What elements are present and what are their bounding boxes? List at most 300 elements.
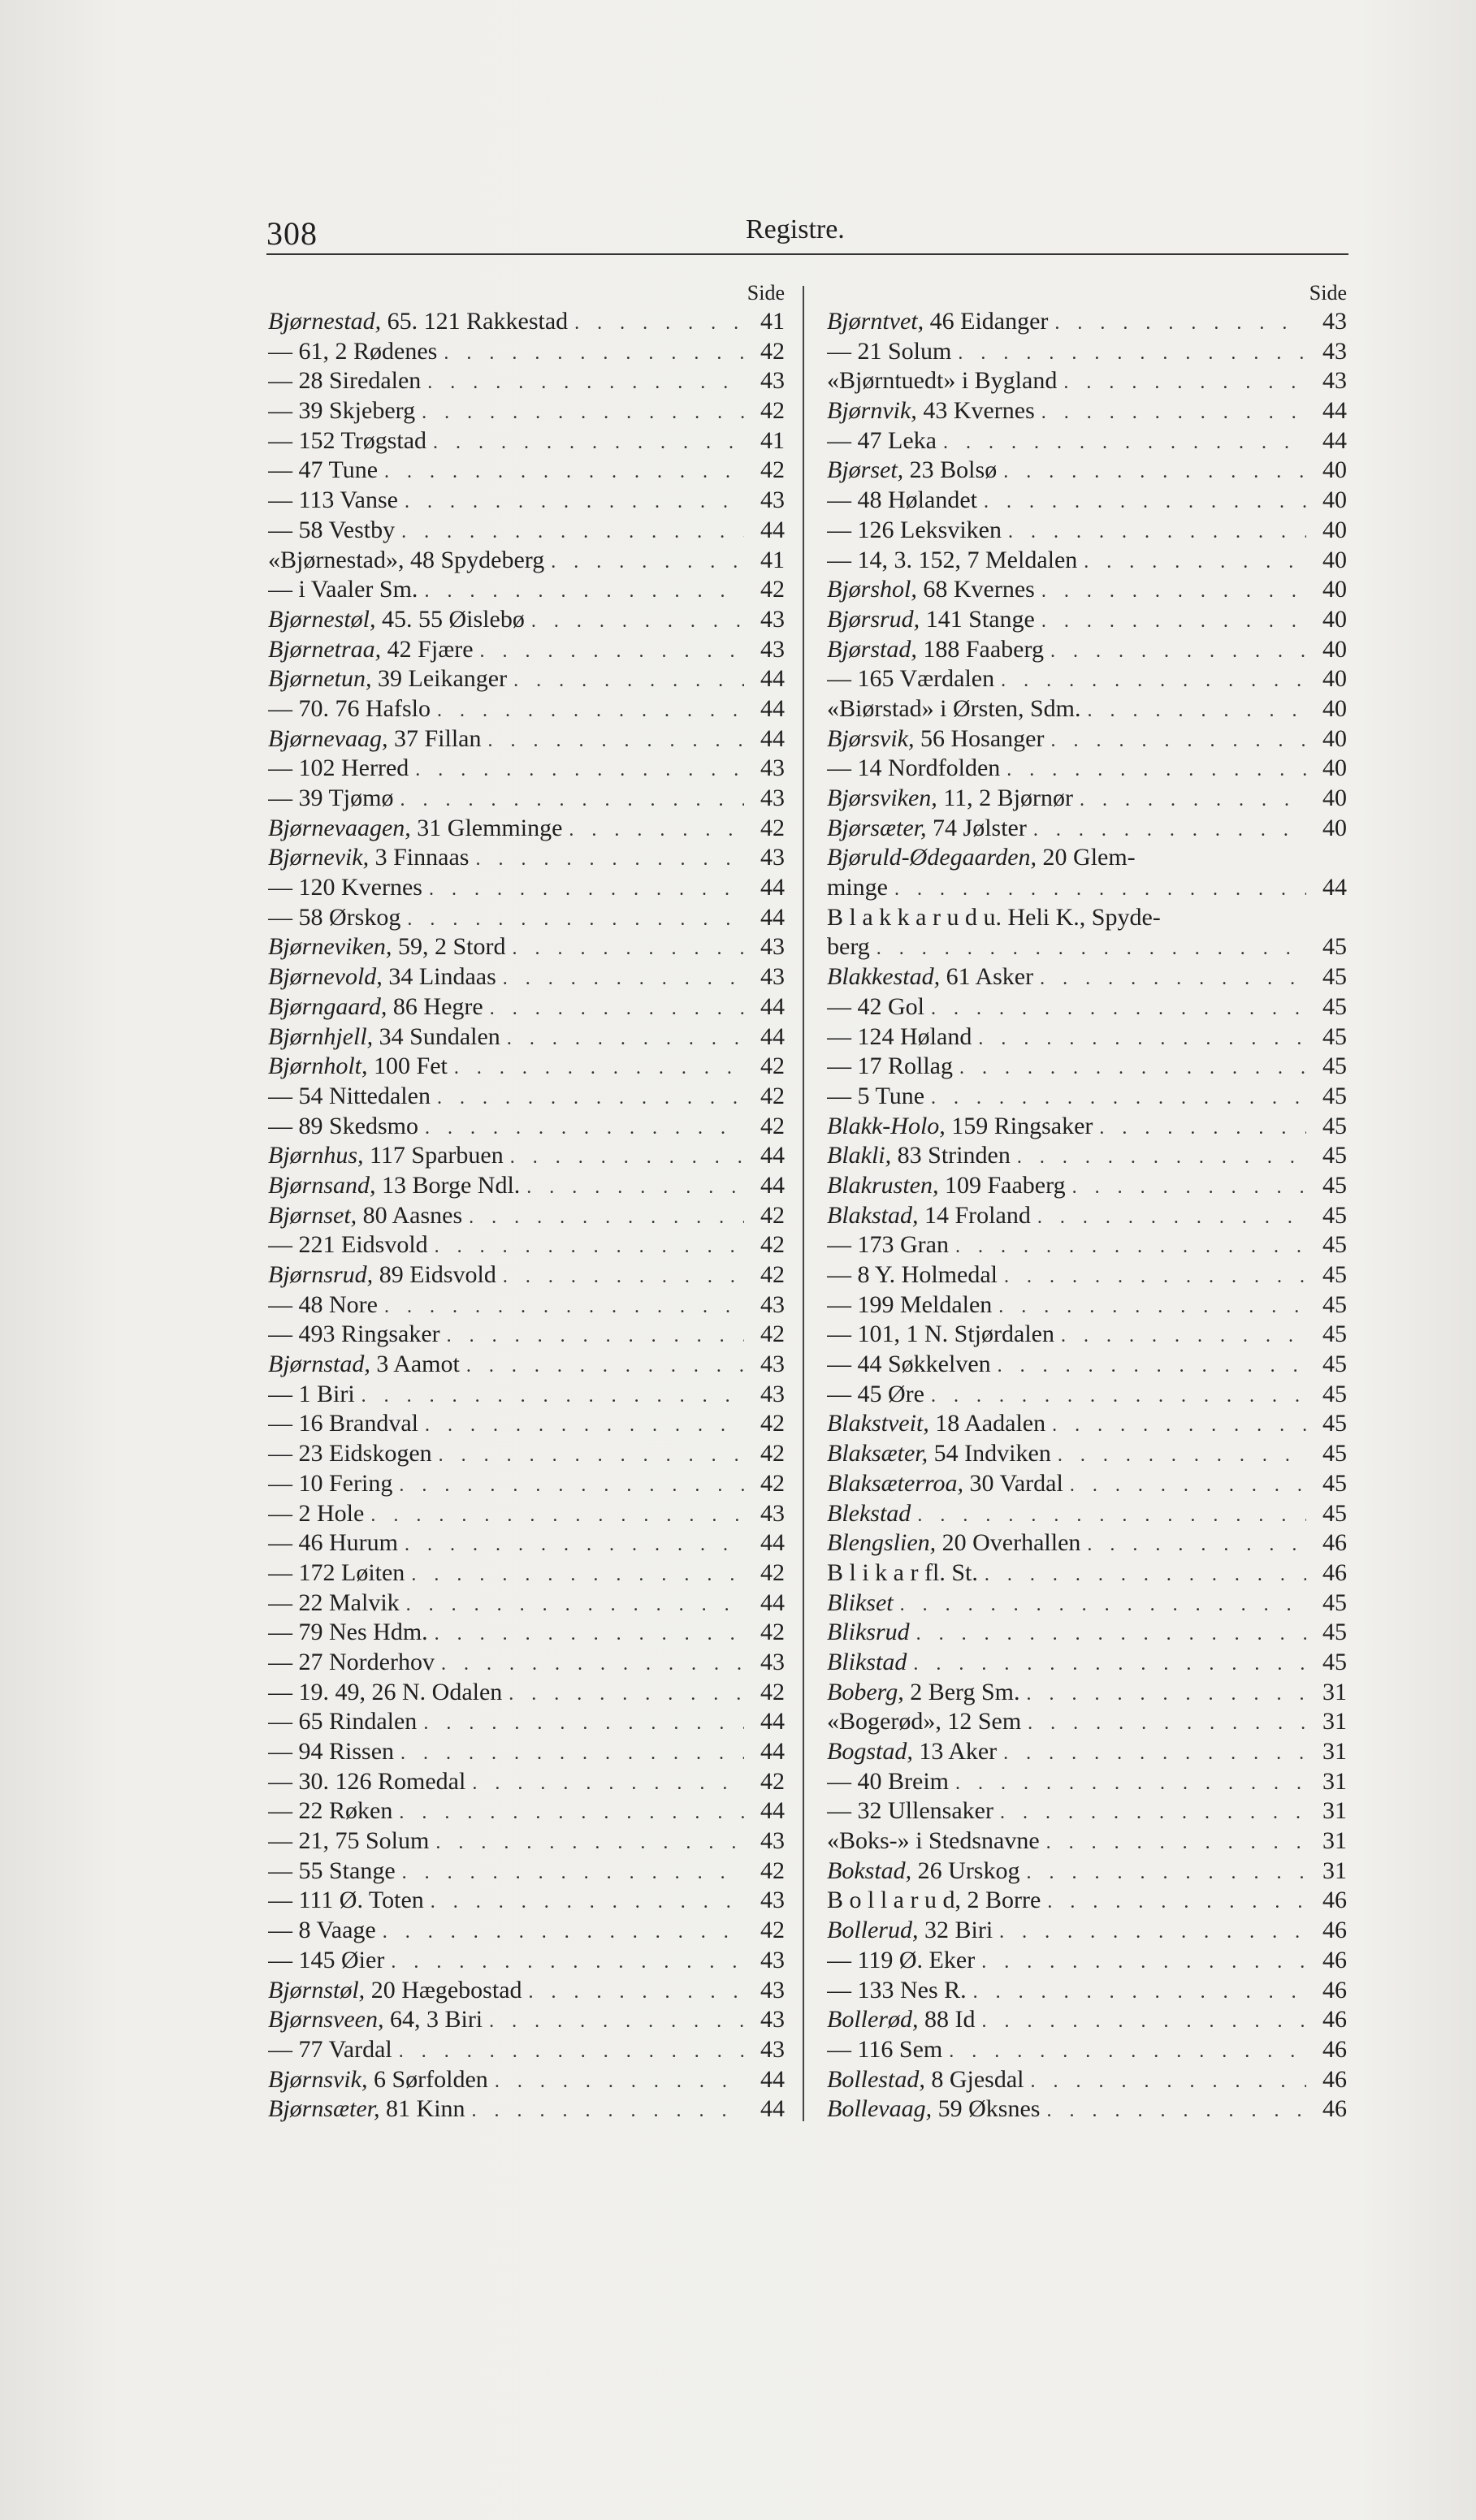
index-entry: [268, 1767, 785, 1797]
entry-detail: 113 Vanse: [298, 486, 398, 514]
entry-text: [268, 635, 474, 665]
leader-dots: [513, 666, 744, 694]
entry-text: [827, 873, 888, 903]
entry-page-number: 40: [1322, 814, 1347, 841]
leader-dots: [435, 1232, 744, 1260]
entry-name: —: [827, 337, 851, 365]
entry-text: [268, 1767, 465, 1797]
entry-page-number: 46: [1322, 2065, 1347, 2093]
leader-dots: [959, 1053, 1306, 1082]
entry-page-number: 42: [760, 1678, 785, 1705]
entry-text: [268, 1499, 364, 1529]
index-entry: [268, 1796, 785, 1826]
entry-detail: 6 Sørfolden: [373, 2065, 488, 2093]
page-header: [266, 208, 1348, 255]
leader-dots: [512, 934, 744, 962]
entry-detail: 159 Ringsaker: [951, 1112, 1093, 1139]
entry-text: [827, 1469, 1063, 1499]
index-entry: [268, 694, 785, 724]
entry-name: B l i k a r: [827, 1558, 919, 1586]
entry-text: [827, 1260, 998, 1290]
entry-name: —: [268, 397, 292, 425]
entry-detail: 80 Aasnes: [362, 1201, 463, 1229]
index-entry: [827, 2094, 1347, 2124]
entry-detail: 89 Eidsvold: [379, 1261, 496, 1288]
leader-dots: [1000, 1798, 1306, 1826]
entry-page-number: 43: [760, 1946, 785, 1973]
entry-detail: 32 Biri: [924, 1917, 993, 1944]
entry-page-number: 31: [1322, 1678, 1347, 1705]
entry-detail: 86 Hegre: [392, 992, 483, 1020]
entry-name: Bjørnestøl,: [268, 605, 376, 633]
entry-text: [827, 1796, 993, 1826]
leader-dots: [1006, 755, 1306, 784]
entry-detail: 34 Lindaas: [388, 963, 496, 991]
leader-dots: [1047, 1887, 1306, 1916]
entry-text: [268, 1350, 460, 1380]
entry-page-number: 45: [1322, 1082, 1347, 1109]
entry-page-number: 42: [760, 1112, 785, 1139]
entry-text: [268, 1320, 440, 1350]
entry-page-number: 45: [1322, 1410, 1347, 1437]
entry-detail: 79 Nes Hdm.: [298, 1619, 428, 1646]
leader-dots: [503, 964, 744, 992]
index-entry: [827, 1558, 1347, 1589]
leader-dots: [427, 368, 744, 396]
entry-detail: 101, 1 N. Stjørdalen: [857, 1321, 1054, 1348]
index-entry: [827, 1171, 1347, 1201]
leader-dots: [1084, 547, 1306, 576]
entry-detail: 493 Ringsaker: [298, 1321, 440, 1348]
entry-name: —: [268, 426, 292, 454]
entry-name: —: [268, 694, 292, 722]
index-entry: [827, 1350, 1347, 1380]
entry-page-number: 45: [1322, 1290, 1347, 1318]
index-entry: [268, 1260, 785, 1290]
entry-name: Blaksæter,: [827, 1440, 928, 1467]
entry-text: [268, 992, 483, 1022]
index-entry: [268, 2035, 785, 2065]
index-entry: [268, 546, 785, 576]
leader-dots: [981, 1947, 1306, 1976]
entry-page-number: 43: [760, 754, 785, 782]
entry-detail: 172 Løiten: [298, 1558, 405, 1586]
entry-text: [268, 1290, 378, 1321]
index-entry: [827, 814, 1347, 844]
entry-name: Bjørnhus,: [268, 1142, 364, 1169]
entry-text: [268, 1648, 435, 1678]
entry-text: [268, 1796, 392, 1826]
entry-detail: 2 Hole: [298, 1499, 365, 1527]
entry-text: [827, 605, 1035, 635]
entry-page-number: 40: [1322, 576, 1347, 603]
index-column-left: [268, 279, 785, 2124]
leader-dots: [1054, 309, 1306, 337]
entry-page-number: 31: [1322, 1738, 1347, 1765]
entry-detail: 14 Nordfolden: [857, 754, 1001, 782]
index-entry: [268, 1141, 785, 1171]
entry-text: [268, 1022, 500, 1053]
entry-text: [268, 1826, 429, 1857]
entry-page-number: 43: [760, 963, 785, 991]
leader-dots: [1050, 726, 1306, 754]
entry-detail: 18 Aadalen: [935, 1410, 1046, 1437]
index-entry: [268, 366, 785, 396]
entry-detail: 46 Eidanger: [929, 308, 1049, 335]
entry-name: —: [268, 1767, 292, 1795]
leader-dots: [1072, 1173, 1306, 1201]
entry-text: [827, 1737, 997, 1767]
entry-text: [827, 1171, 1066, 1201]
entry-name: —: [268, 1082, 292, 1109]
index-entry: [268, 1648, 785, 1678]
entry-page-number: 44: [760, 2065, 785, 2093]
entry-name: Bjørstad,: [827, 635, 917, 663]
leader-dots: [1050, 637, 1306, 665]
index-entry: [268, 1022, 785, 1053]
entry-name: —: [268, 1440, 292, 1467]
entry-name: «Bogerød»,: [827, 1708, 941, 1735]
entry-text: [827, 1380, 924, 1410]
entry-detail: 55 Stange: [298, 1857, 396, 1884]
entry-text: [268, 1916, 376, 1946]
column-divider: [803, 286, 804, 2121]
index-entry: [268, 873, 785, 903]
leader-dots: [984, 487, 1306, 516]
entry-detail: 126 Leksviken: [857, 516, 1002, 543]
entry-page-number: 46: [1322, 1976, 1347, 2003]
leader-dots: [526, 1173, 744, 1201]
index-entry: [827, 337, 1347, 367]
entry-text: [268, 2065, 488, 2095]
index-entry: [268, 784, 785, 814]
entry-text: [827, 1141, 1011, 1171]
index-entry: [827, 694, 1347, 724]
entry-name: Bjørneviken,: [268, 933, 392, 961]
leader-dots: [958, 339, 1306, 367]
entry-name: —: [268, 785, 292, 811]
entry-name: Blekstad: [827, 1499, 911, 1527]
entry-detail: 13 Aker: [919, 1738, 998, 1765]
index-entry: [268, 1946, 785, 1976]
entry-name: —: [268, 1946, 292, 1973]
leader-dots: [1017, 1143, 1306, 1171]
entry-name: Blakli,: [827, 1142, 892, 1169]
entry-detail: u. Heli K., Spyde-: [983, 903, 1161, 931]
entry-page-number: 46: [1322, 1917, 1347, 1944]
index-entry: [827, 962, 1347, 992]
entry-detail: i Ørsten, Sdm.: [940, 694, 1081, 722]
leader-dots: [466, 1351, 744, 1380]
entry-detail: 22 Røken: [298, 1797, 393, 1825]
entry-page-number: 44: [760, 874, 785, 901]
leader-dots: [487, 726, 744, 754]
entry-detail: 28 Siredalen: [298, 367, 422, 395]
entry-detail: 2 Berg Sm.: [910, 1678, 1020, 1705]
entry-detail: i Vaaler Sm.: [298, 576, 418, 603]
entry-page-number: 40: [1322, 635, 1347, 663]
index-entry: [268, 1589, 785, 1619]
entry-name: B o l l a r u d,: [827, 1887, 961, 1914]
entry-detail: 117 Sparbuen: [370, 1142, 504, 1169]
index-entry: [827, 1439, 1347, 1469]
entry-name: —: [827, 1290, 851, 1318]
entry-name: —: [268, 1529, 292, 1557]
entry-detail: 1 Biri: [298, 1380, 355, 1407]
leader-dots: [454, 1053, 744, 1082]
index-entry: [827, 2035, 1347, 2065]
entry-detail: 61, 2 Rødenes: [298, 337, 438, 365]
index-entry: [268, 1707, 785, 1737]
entry-text: [268, 1946, 384, 1976]
leader-dots: [437, 1083, 744, 1112]
entry-page-number: 45: [1322, 1499, 1347, 1527]
entry-page-number: 43: [760, 933, 785, 961]
index-entry: [268, 1886, 785, 1916]
leader-dots: [1063, 368, 1306, 396]
entry-name: Blaksæterroa,: [827, 1469, 964, 1497]
entry-name: —: [827, 1380, 851, 1407]
entry-name: Bjørntvet,: [827, 308, 924, 335]
index-entry: [268, 1409, 785, 1439]
leader-dots: [1061, 1321, 1306, 1350]
entry-name: —: [827, 665, 851, 693]
entry-detail: 20 Hægebostad: [370, 1976, 522, 2003]
index-column-right: [827, 279, 1347, 2124]
entry-name: —: [268, 1857, 292, 1884]
leader-dots: [447, 1321, 744, 1350]
entry-detail: 8 Vaage: [298, 1917, 376, 1944]
entry-name: Bjørshol,: [827, 576, 917, 603]
entry-page-number: 46: [1322, 2035, 1347, 2063]
entry-detail: 42 Fjære: [387, 635, 474, 663]
entry-name: Bjørnetraa,: [268, 635, 382, 663]
entry-name: Blakrusten,: [827, 1171, 939, 1199]
index-entry: [827, 1618, 1347, 1648]
entry-text: [827, 1082, 924, 1112]
entry-detail: 12 Sem: [947, 1708, 1022, 1735]
entry-page-number: 43: [1322, 308, 1347, 335]
entry-name: «Biørstad»: [827, 694, 934, 722]
index-entry: [827, 1589, 1347, 1619]
leader-dots: [1046, 2096, 1306, 2124]
entry-detail: 31 Glemminge: [417, 814, 563, 841]
entry-text: [827, 426, 937, 456]
entry-name: —: [268, 367, 292, 395]
index-entry: [268, 635, 785, 665]
leader-dots: [1004, 1262, 1306, 1290]
index-entry: [827, 784, 1347, 814]
leader-dots: [402, 1858, 744, 1887]
entry-name: —: [827, 1321, 851, 1348]
index-entry: [268, 1082, 785, 1112]
entry-detail: minge: [827, 874, 888, 901]
leader-dots: [931, 1381, 1306, 1410]
entry-text: [827, 575, 1035, 605]
entry-name: Bjørsvik,: [827, 724, 915, 752]
entry-text: [827, 932, 870, 962]
entry-page-number: 42: [760, 456, 785, 484]
entry-page-number: 45: [1322, 933, 1347, 961]
index-entry: [268, 2005, 785, 2035]
index-entry: [827, 1320, 1347, 1350]
entry-text: [827, 307, 1048, 337]
entry-text: [268, 516, 395, 546]
index-entry: [268, 724, 785, 754]
entry-detail: 46 Hurum: [298, 1529, 398, 1557]
entry-detail: 17 Rollag: [857, 1053, 953, 1080]
page-number: 308: [266, 215, 318, 252]
entry-name: Bjørnsvik,: [268, 2065, 368, 2093]
leader-dots: [431, 1887, 744, 1916]
entry-name: —: [827, 546, 851, 573]
entry-detail: 83 Strinden: [897, 1142, 1011, 1169]
entry-page-number: 42: [760, 576, 785, 603]
leader-dots: [1037, 1203, 1306, 1231]
entry-text: [827, 843, 1136, 873]
entry-text: [827, 1499, 911, 1529]
entry-detail: 120 Kvernes: [298, 874, 422, 901]
entry-detail: 39 Leikanger: [378, 665, 508, 693]
entry-detail: 116 Sem: [857, 2035, 943, 2063]
entry-name: Bjørnvik,: [827, 397, 917, 425]
entry-text: [827, 1648, 907, 1678]
entry-name: Bjørnsveen,: [268, 2006, 384, 2034]
entry-name: —: [268, 456, 292, 484]
entry-detail: 124 Høland: [857, 1022, 972, 1050]
leader-dots: [998, 1292, 1306, 1321]
entry-detail: 34 Sundalen: [379, 1022, 500, 1050]
index-entry: [827, 1499, 1347, 1529]
entry-name: —: [827, 1946, 851, 1973]
entry-page-number: 40: [1322, 665, 1347, 693]
entry-name: —: [268, 1112, 292, 1139]
entry-page-number: 42: [760, 1321, 785, 1348]
entry-detail: 119 Ø. Eker: [857, 1946, 976, 1973]
entry-text: [268, 1409, 418, 1439]
entry-name: Bjørnevaagen,: [268, 814, 411, 841]
entry-page-number: 42: [760, 1053, 785, 1080]
leader-dots: [1058, 1441, 1306, 1469]
entry-page-number: 40: [1322, 694, 1347, 722]
entry-text: [827, 1589, 894, 1619]
leader-dots: [1046, 1828, 1306, 1857]
entry-page-number: 45: [1322, 1261, 1347, 1288]
entry-page-number: 43: [1322, 367, 1347, 395]
side-header: [827, 279, 1347, 307]
entry-page-number: 40: [1322, 605, 1347, 633]
leader-dots: [370, 1501, 744, 1529]
entry-name: —: [268, 754, 292, 782]
index-entry: [827, 1796, 1347, 1826]
entry-text: [268, 1439, 432, 1469]
entry-page-number: 42: [760, 1082, 785, 1109]
entry-detail: 165 Værdalen: [857, 665, 995, 693]
entry-text: [827, 1707, 1021, 1737]
index-entry: [827, 1648, 1347, 1678]
entry-page-number: 42: [760, 1917, 785, 1944]
entry-name: —: [827, 1053, 851, 1080]
leader-dots: [399, 1798, 744, 1826]
leader-dots: [1052, 1411, 1306, 1439]
entry-text: [827, 1916, 993, 1946]
entry-name: Bjøruld-Ødegaarden,: [827, 844, 1037, 871]
entry-text: [268, 1141, 504, 1171]
entry-text: [268, 724, 481, 754]
leader-dots: [1028, 1709, 1306, 1737]
entry-text: [268, 1260, 496, 1290]
entry-detail: 199 Meldalen: [857, 1290, 993, 1318]
entry-page-number: 31: [1322, 1708, 1347, 1735]
index-entry: [268, 664, 785, 694]
entry-text: [827, 962, 1033, 992]
entry-text: [268, 814, 562, 844]
entry-text: [268, 1528, 398, 1558]
entry-page-number: 43: [760, 1290, 785, 1318]
leader-dots: [489, 2007, 744, 2035]
entry-page-number: 45: [1322, 1589, 1347, 1616]
entry-name: Bjørnsæter,: [268, 2095, 380, 2123]
leader-dots: [978, 1024, 1306, 1053]
entry-name: —: [827, 1351, 851, 1378]
entry-name: —: [268, 1708, 292, 1735]
entry-name: —: [268, 1231, 292, 1259]
entry-text: [827, 992, 924, 1022]
entry-page-number: 43: [760, 1887, 785, 1914]
entry-page-number: 43: [760, 486, 785, 514]
entry-name: Blengslien,: [827, 1529, 937, 1557]
entry-text: [268, 932, 505, 962]
entry-detail: 221 Eidsvold: [298, 1231, 428, 1259]
leader-dots: [399, 1471, 744, 1499]
entry-detail: 77 Vardal: [298, 2035, 392, 2063]
leader-dots: [1041, 398, 1306, 426]
entry-detail: 16 Brandval: [298, 1410, 418, 1437]
index-entry: [827, 1826, 1347, 1857]
entry-detail: 58 Vestby: [298, 516, 396, 543]
index-entry: [827, 575, 1347, 605]
entry-text: [827, 396, 1035, 426]
entry-text: [268, 337, 437, 367]
entry-name: Blakkestad,: [827, 963, 941, 991]
leader-dots: [894, 875, 1306, 903]
entry-text: [827, 1112, 1093, 1142]
entry-text: [268, 1112, 418, 1142]
leader-dots: [1003, 1739, 1306, 1767]
entry-name: —: [827, 992, 851, 1020]
entry-detail: 14 Froland: [924, 1201, 1031, 1229]
entry-text: [268, 694, 431, 724]
entry-detail: 58 Ørskog: [298, 903, 401, 931]
entry-page-number: 45: [1322, 1142, 1347, 1169]
entry-page-number: 45: [1322, 1380, 1347, 1407]
entry-detail: 40 Breim: [857, 1767, 949, 1795]
leader-dots: [429, 875, 744, 903]
leader-dots: [998, 1351, 1306, 1380]
entry-text: [827, 516, 1002, 546]
index-entry: [268, 1976, 785, 2006]
leader-dots: [985, 1560, 1306, 1589]
entry-page-number: 41: [760, 426, 785, 454]
entry-detail: 44 Søkkelven: [857, 1351, 991, 1378]
entry-detail: 21 Solum: [857, 337, 952, 365]
entry-name: Bollestad,: [827, 2065, 925, 2093]
leader-dots: [931, 994, 1306, 1022]
entry-name: Bjørnholt,: [268, 1053, 368, 1080]
leader-dots: [1080, 785, 1306, 814]
leader-dots: [1070, 1471, 1306, 1499]
index-entry: [827, 1052, 1347, 1082]
